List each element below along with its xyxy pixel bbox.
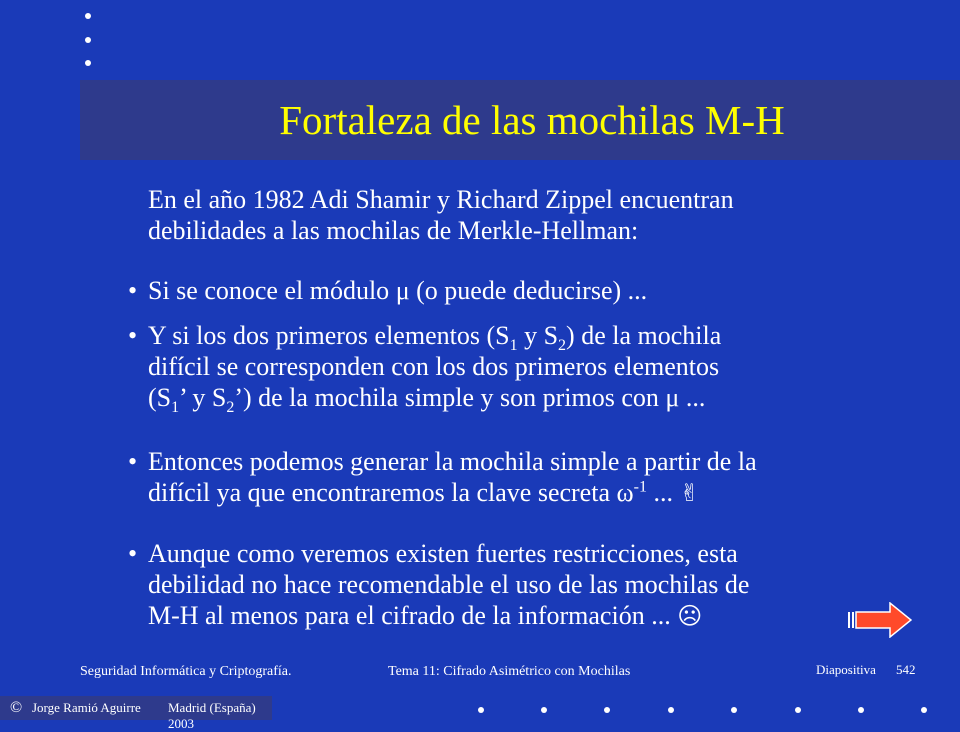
b3l2-b: ...: [646, 478, 680, 507]
bullet-3-text: [148, 446, 938, 509]
intro-line-1: En el año 1982 Adi Shamir y Richard Zippel encuentran: [148, 185, 734, 214]
omega-symbol: ω: [616, 478, 634, 507]
b2l3-sub1: 1: [171, 399, 180, 417]
decor-bottom-dot-3: [604, 707, 610, 713]
bullet-4-text: [148, 538, 938, 632]
b2l3-b: ’ y S: [179, 383, 227, 412]
bullet-4-line-3: [148, 600, 938, 632]
b2l3-sub2: 2: [226, 399, 235, 417]
intro-line-2: debilidades a las mochilas de Merkle-Hellman:: [148, 216, 639, 245]
footer-author: Jorge Ramió Aguirre: [32, 700, 141, 715]
b2l1-b: y S: [517, 321, 559, 350]
intro-paragraph: [148, 184, 938, 246]
mu-symbol-2: μ: [665, 383, 680, 412]
inverse-superscript: -1: [633, 478, 647, 496]
bullet-3-line-2: [148, 477, 938, 509]
next-arrow-icon[interactable]: [848, 602, 912, 638]
bullet-1-marker: •: [128, 276, 138, 305]
b2l1-sub1: 1: [509, 337, 518, 355]
decor-bottom-dot-2: [541, 707, 547, 713]
decor-bottom-dot-7: [858, 707, 864, 713]
footer-slide-number: 542: [896, 662, 916, 677]
b2l1-c: ) de la mochila: [566, 321, 722, 350]
decor-bottom-dot-5: [731, 707, 737, 713]
bullet-4-marker: •: [128, 539, 138, 568]
mu-symbol: μ: [395, 276, 410, 305]
bullet-4-line-1: Aunque como veremos existen fuertes restricciones, esta: [148, 539, 738, 568]
decor-bottom-dot-6: [795, 707, 801, 713]
bullet-2-marker: •: [128, 321, 138, 350]
bullet-2-text: [148, 320, 938, 417]
bullet-2-line-2: difícil se corresponden con los dos primeros elementos: [148, 352, 720, 381]
bullet-1-text: [148, 275, 938, 306]
b3l2-a: difícil ya que encontraremos la clave secreta: [148, 478, 617, 507]
decor-bottom-dot-1: [478, 707, 484, 713]
bullet-4-line-2: debilidad no hace recomendable el uso de las mochilas de: [148, 570, 750, 599]
bullet-3-marker: •: [128, 447, 138, 476]
bullet-2-line-3: [148, 382, 938, 417]
footer-slide-label: Diapositiva: [816, 662, 876, 677]
bullet-2-line-1: [148, 320, 938, 355]
bullet-1-pre: Si se conoce el módulo: [148, 276, 396, 305]
author-bar: [0, 696, 272, 731]
b2l1-a: Y si los dos primeros elementos (S: [148, 321, 510, 350]
footer-place: Madrid (España) 2003: [168, 700, 256, 731]
footer-course: Seguridad Informática y Criptografía.: [80, 664, 292, 679]
b2l1-sub2: 2: [558, 337, 567, 355]
b2l3-c: ’) de la mochila simple y son primos con: [234, 383, 666, 412]
sad-face-icon: ☹: [677, 602, 703, 630]
footer-topic: Tema 11: Cifrado Asimétrico con Mochilas: [388, 664, 631, 679]
b2l3-a: (S: [148, 383, 172, 412]
decor-bottom-dot-4: [668, 707, 674, 713]
bullet-3-line-1: Entonces podemos generar la mochila simple a partir de la: [148, 447, 757, 476]
copyright-icon: ©: [10, 699, 23, 716]
slide-title: Fortaleza de las mochilas M-H: [279, 97, 785, 143]
decor-bottom-dot-8: [921, 707, 927, 713]
bullet-1-post: (o puede deducirse) ...: [409, 276, 648, 305]
b4l3-a: M-H al menos para el cifrado de la información ...: [148, 601, 678, 630]
b2l3-d: ...: [679, 383, 706, 412]
victory-hand-icon: ✌: [679, 479, 700, 507]
